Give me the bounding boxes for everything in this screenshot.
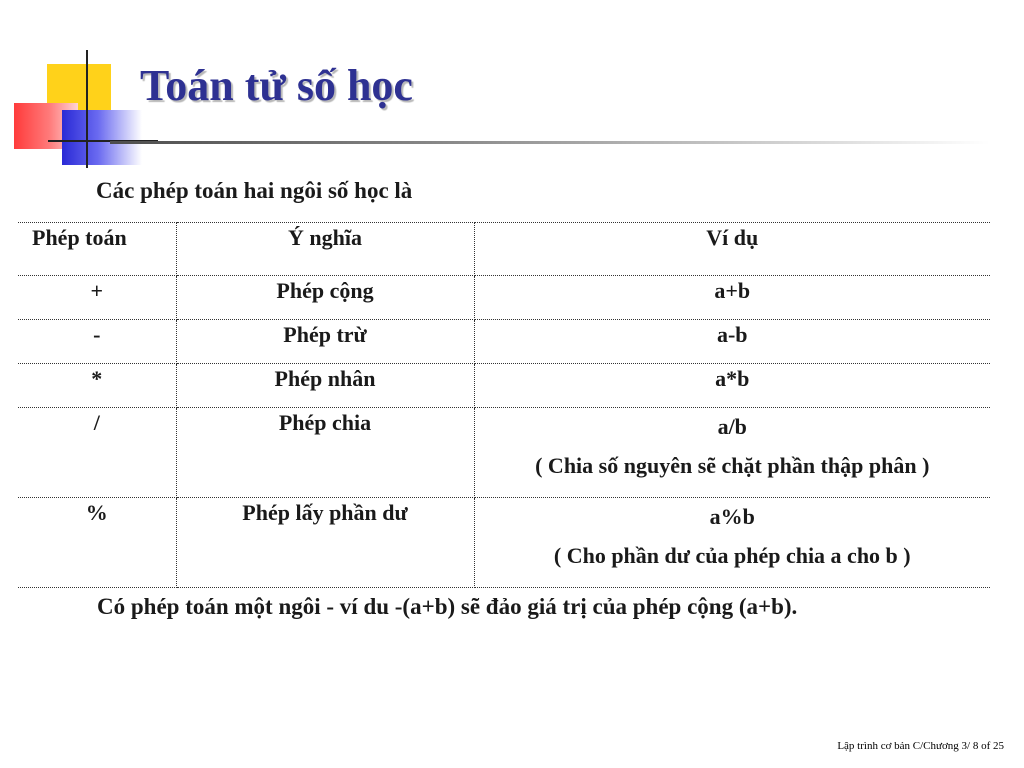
table-row — [18, 320, 990, 364]
example-cell: a+b — [474, 276, 990, 320]
example-text: a%b — [709, 504, 755, 529]
example-cell — [474, 498, 990, 588]
header-operator: Phép toán — [18, 223, 176, 276]
meaning-cell: Phép lấy phần dư — [176, 498, 474, 588]
example-cell — [474, 408, 990, 498]
table-row — [18, 408, 990, 498]
meaning-cell: Phép chia — [176, 408, 474, 498]
operator-cell: - — [18, 320, 176, 364]
operator-cell: * — [18, 364, 176, 408]
meaning-cell: Phép trừ — [176, 320, 474, 364]
unary-operator-note: Có phép toán một ngôi - ví du -(a+b) sẽ đảo giá trị của phép cộng (a+b). — [97, 594, 798, 619]
intro-text: Các phép toán hai ngôi số học là — [96, 178, 413, 203]
meaning-cell: Phép nhân — [176, 364, 474, 408]
header-meaning: Ý nghĩa — [176, 223, 474, 276]
example-note: ( Cho phần dư của phép chia a cho b ) — [553, 543, 911, 568]
decor-vertical-line — [86, 50, 88, 168]
operator-cell: % — [18, 498, 176, 588]
title-underline — [110, 141, 990, 144]
table-row — [18, 364, 990, 408]
page-number: Lập trình cơ bản C/Chương 3/ 8 of 25 — [837, 740, 1004, 752]
table-header-row — [18, 223, 990, 276]
table-row — [18, 276, 990, 320]
example-cell: a*b — [474, 364, 990, 408]
example-cell: a-b — [474, 320, 990, 364]
slide-title: Toán tử số học — [140, 61, 413, 110]
operator-cell: + — [18, 276, 176, 320]
table-row — [18, 498, 990, 588]
operator-cell: / — [18, 408, 176, 498]
decor-blue-square — [62, 110, 142, 165]
header-example: Ví dụ — [474, 223, 990, 276]
example-note: ( Chia số nguyên sẽ chặt phần thập phân ) — [535, 453, 930, 478]
operators-table — [18, 222, 990, 588]
example-text: a/b — [717, 414, 747, 439]
meaning-cell: Phép cộng — [176, 276, 474, 320]
